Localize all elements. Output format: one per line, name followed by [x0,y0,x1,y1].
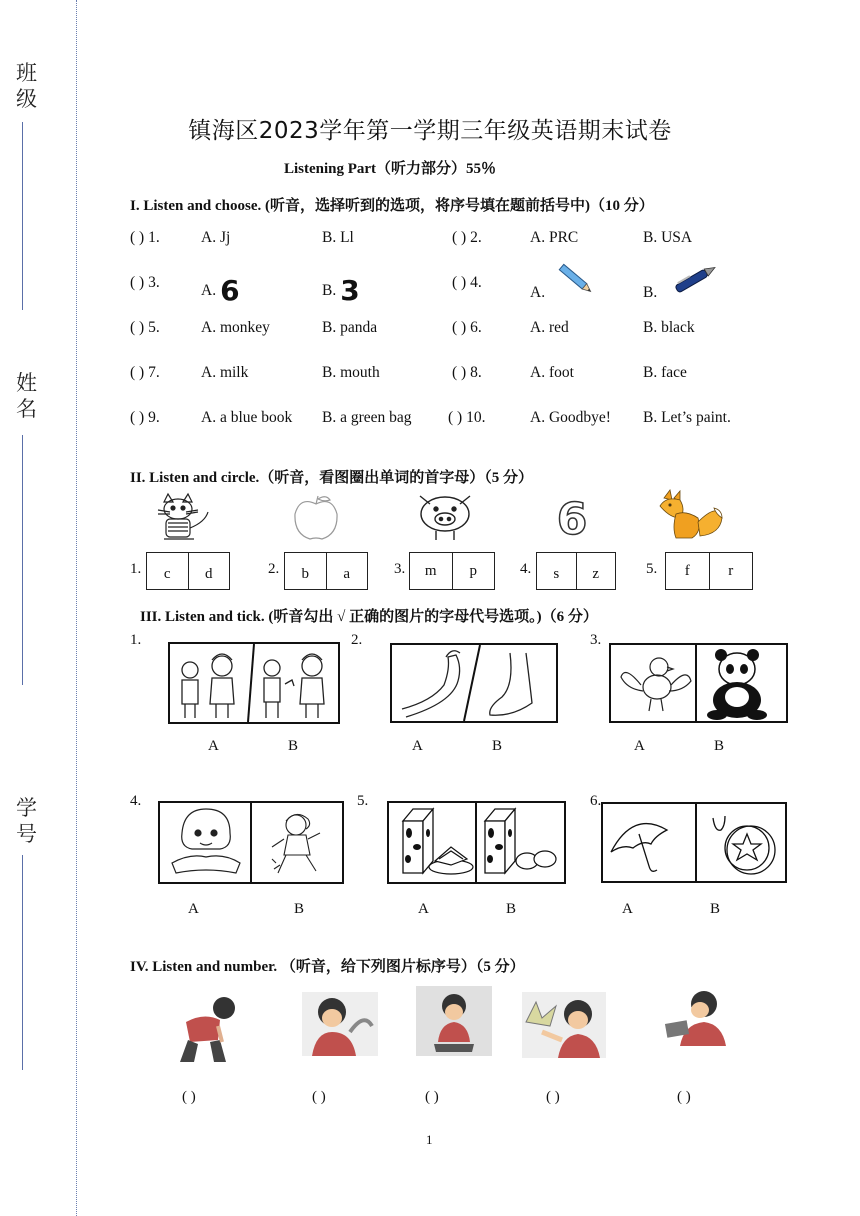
name-label: 姓名 [16,371,37,421]
exam-title: 镇海区2023学年第一学期三年级英语期末试卷 [188,118,672,144]
question-2-number: ( ) 2. [452,229,482,246]
letter-option[interactable]: c [147,553,189,589]
digit-three: 3 [340,274,360,307]
tick-item-3-frame [609,643,788,723]
number-blank-1[interactable]: ( ) [182,1089,196,1105]
tick-item-2-label-b[interactable]: B [492,738,503,754]
letter-option[interactable]: z [592,566,600,582]
q5-option-b: B. panda [322,319,378,336]
arm-and-foot-picture [392,645,556,721]
cat-picture [150,492,212,542]
tick-item-2-number: 2. [351,632,363,648]
q7-option-b: B. mouth [322,364,380,381]
q9-option-a: A. a blue book [201,409,293,426]
circle-item-4-number: 4. [520,561,532,577]
section1-heading: I. Listen and choose. (听音，选择听到的选项，将序号填在题前括号中)（10 分） [130,198,654,214]
letter-option[interactable]: s [537,553,577,589]
number-blank-4[interactable]: ( ) [546,1089,560,1105]
q10-option-b: B. Let’s paint. [643,409,731,426]
question-3-number: ( ) 3. [130,274,160,291]
q3-option-a: A. 6 [201,274,240,307]
tick-item-6-label-b[interactable]: B [710,901,721,917]
number-blank-3[interactable]: ( ) [425,1089,439,1105]
tick-item-5-frame [387,801,566,884]
circle-item-5-number: 5. [646,561,658,577]
question-6-number: ( ) 6. [452,319,482,336]
letter-option[interactable]: a [343,566,351,582]
section2-heading: II. Listen and circle.（听音，看图圈出单词的首字母）（5 分） [130,470,534,486]
question-1-number: ( ) 1. [130,229,160,246]
question-8-number: ( ) 8. [452,364,482,381]
q1-option-b: B. Ll [322,229,354,246]
letter-option[interactable]: p [469,563,477,579]
tick-item-6-number: 6. [590,793,602,809]
pig-picture [414,492,476,542]
student-number-line [22,855,23,1070]
circle-item-3-letters [409,552,495,590]
letter-option[interactable]: r [728,563,734,579]
question-5-number: ( ) 5. [130,319,160,336]
boy-touching-face-picture [302,992,378,1056]
pen-icon [670,262,720,296]
q4-option-b: B. [643,284,658,301]
girl-pictures [160,803,342,882]
umbrella-and-yoyo-picture [603,804,785,881]
section3-heading: III. Listen and tick. (听音勾出 √ 正确的图片的字母代号选项。)（6 分） [140,609,598,625]
binding-dotted-line [76,0,77,1216]
letter-option[interactable]: m [410,553,453,589]
boy-touching-knees-picture [174,992,242,1064]
milk-cake-egg-picture [389,803,564,882]
tick-item-4-label-b[interactable]: B [294,901,305,917]
question-4-number: ( ) 4. [452,274,482,291]
name-line [22,435,23,685]
tick-item-5-number: 5. [357,793,369,809]
circle-item-5-letters [665,552,753,590]
circle-item-1-number: 1. [130,561,142,577]
q8-option-a: A. foot [530,364,574,381]
page-number: 1 [426,1132,433,1147]
boy-sitting-picture [416,986,492,1056]
number-blank-5[interactable]: ( ) [677,1089,691,1105]
q2-option-b: B. USA [643,229,693,246]
circle-item-2-letters [284,552,368,590]
q1-option-a: A. Jj [201,229,231,246]
section4-heading: IV. Listen and number. （听音，给下列图片标序号）（5 分） [130,959,525,975]
bird-and-panda-picture [611,645,786,721]
tick-item-5-label-b[interactable]: B [506,901,517,917]
q8-option-b: B. face [643,364,687,381]
tick-item-4-number: 4. [130,793,142,809]
class-label: 班级 [16,61,37,111]
letter-option[interactable]: b [285,553,327,589]
tick-item-3-number: 3. [590,632,602,648]
number-six-picture [550,494,594,545]
tick-item-6-label-a[interactable]: A [622,901,633,917]
q6-option-a: A. red [530,319,569,336]
question-9-number: ( ) 9. [130,409,160,426]
q6-option-b: B. black [643,319,695,336]
q7-option-a: A. milk [201,364,249,381]
tick-item-1-label-a[interactable]: A [208,738,219,754]
fox-picture [656,488,726,544]
q3-option-b: B. 3 [322,274,360,307]
greeting-children-picture [170,644,338,722]
letter-option[interactable]: d [205,566,213,582]
apple-picture [290,494,342,542]
circle-item-2-number: 2. [268,561,280,577]
tick-item-4-label-a[interactable]: A [188,901,199,917]
tick-item-4-frame [158,801,344,884]
boy-pointing-picture [522,992,606,1058]
number-blank-2[interactable]: ( ) [312,1089,326,1105]
q9-option-b: B. a green bag [322,409,412,426]
q10-option-a: A. Goodbye! [530,409,611,426]
circle-item-3-number: 3. [394,561,406,577]
pencil-icon [555,262,595,296]
circle-item-4-letters [536,552,616,590]
student-number-label: 学号 [16,796,37,846]
tick-item-2-frame [390,643,558,723]
tick-item-3-label-b[interactable]: B [714,738,725,754]
tick-item-1-number: 1. [130,632,142,648]
tick-item-3-label-a[interactable]: A [634,738,645,754]
tick-item-1-label-b[interactable]: B [288,738,299,754]
tick-item-2-label-a[interactable]: A [412,738,423,754]
tick-item-5-label-a[interactable]: A [418,901,429,917]
q2-option-a: A. PRC [530,229,579,246]
tick-item-6-frame [601,802,787,883]
class-line [22,122,23,310]
digit-six: 6 [220,274,240,307]
tick-item-1-frame [168,642,340,724]
svg-text:6: 6 [556,494,588,545]
question-7-number: ( ) 7. [130,364,160,381]
question-10-number: ( ) 10. [448,409,486,426]
q4-option-a: A. [530,284,546,301]
circle-item-1-letters [146,552,230,590]
letter-option[interactable]: f [666,553,710,589]
q5-option-a: A. monkey [201,319,270,336]
listening-part-subtitle: Listening Part（听力部分）55％ [283,161,497,177]
boy-reading-picture [660,986,734,1050]
